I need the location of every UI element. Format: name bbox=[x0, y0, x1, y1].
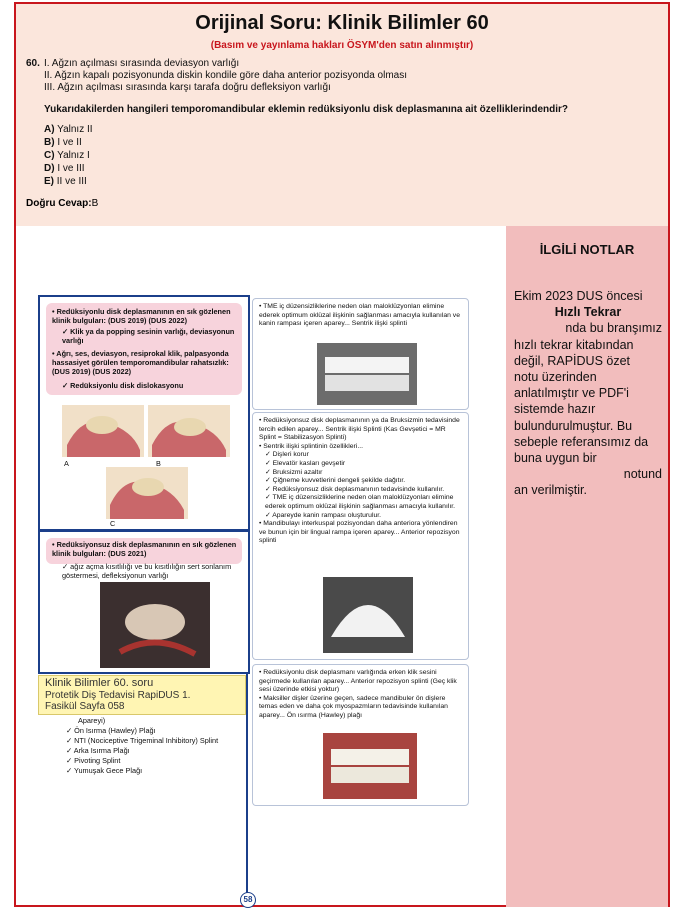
fig-label-b: B bbox=[156, 459, 161, 468]
splint-photo-1 bbox=[317, 343, 417, 405]
teeth-photo bbox=[323, 733, 417, 799]
question-area bbox=[16, 4, 668, 226]
book-bullet-1: • Redüksiyonlu disk deplasmanının en sık gözlenen klinik bulguları: (DUS 2019) (DUS 2022) bbox=[52, 307, 231, 326]
book-right-box-3 bbox=[252, 664, 469, 806]
question-item-1: I. Ağzın açılması sırasında deviasyon varlığı bbox=[44, 58, 240, 69]
question-number: 60. bbox=[26, 58, 40, 69]
options-list bbox=[44, 124, 93, 189]
book-right-text-1: • TME iç düzensizliklerine neden olan maloklüzyonları elimine ederek optimum oklüzal ilişkinin sağlanması amacıyla kullanılan ve kanin rampası içeren aparey... Sentrik ilişki splinti bbox=[259, 303, 460, 328]
book-box-reduksiyonsuz bbox=[38, 530, 250, 674]
option-c[interactable]: C) Yalnız I bbox=[44, 150, 90, 161]
question-item-3: III. Ağzın açılması sırasında karşı tarafa doğru defleksiyon varlığı bbox=[44, 82, 331, 93]
option-d[interactable]: D) I ve III bbox=[44, 163, 85, 174]
book-check-2: ✓ Redüksiyonlu disk dislokasyonu bbox=[62, 381, 184, 390]
option-b[interactable]: B) I ve II bbox=[44, 137, 82, 148]
book-right-box-1 bbox=[252, 298, 469, 410]
notes-title: İLGİLİ NOTLAR bbox=[539, 242, 635, 257]
question-item-2: II. Ağzın kapalı pozisyonunda diskin kondile göre daha anterior pozisyonda olması bbox=[44, 70, 408, 81]
notes-panel bbox=[506, 226, 668, 907]
book-bullet-3: • Redüksiyonsuz disk deplasmanının en sık gözlenen klinik bulguları: (DUS 2021) bbox=[52, 540, 237, 559]
book-right-text-3: • Redüksiyonlu disk deplasmanı varlığında erken klik sesini geçirmede kullanılan aparey... Anterior repozisyon splinti (Geç klik sesi üzerinde etkisi yoktur) • Maksiller dişler üzerine geçen, sadece mandibuler ön dişlere temas eden ve daha çok myospazmların tedavisinde kullanılan aparey... Ön ısırma (Hawley) plağı bbox=[259, 669, 457, 719]
book-bullet-2: • Ağrı, ses, deviasyon, resiprokal klik, palpasyonda hassasiyet görülen temporomandibular rahatsızlık: (DUS 2019) (DUS 2022) bbox=[52, 349, 229, 377]
reference-caption: Klinik Bilimler 60. soru Protetik Diş Tedavisi RapiDUS 1. Fasikül Sayfa 058 bbox=[38, 675, 246, 715]
book-check-3: ✓ ağız açma kısıtlılığı ve bu kısıtlılığın sert sonlanım göstermesi, defleksiyonun varlığı bbox=[62, 562, 232, 581]
page-title: Orijinal Soru: Klinik Bilimler 60 bbox=[195, 12, 489, 34]
xray-image bbox=[100, 582, 210, 668]
notes-text: Ekim 2023 DUS öncesi Hızlı Tekrar nda bu branşımız hızlı tekrar kitabından değil, RAPİDUS özet notu üzerinden anlatılmıştır ve PDF'i sistemde hazır bulundurulmuştur. Bu sebeple referansımız da buna uygun bir notund an verilmiştir. bbox=[514, 289, 662, 498]
question-stem: Yukarıdakilerden hangileri temporomandibular eklemin redüksiyonlu disk deplasmanına ait özelliklerindendir? bbox=[44, 104, 569, 115]
splint-list: Apareyi) ✓ Ön Isırma (Hawley) Plağı ✓ NTI (Nociceptive Trigeminal Inhibitory) Splint ✓ Arka Isırma Plağı ✓ Pivoting Splint ✓ Yumuşak Gece Plağı bbox=[66, 716, 219, 775]
correct-answer: Doğru Cevap:B bbox=[26, 198, 99, 209]
book-right-text-2: • Redüksiyonsuz disk deplasmanının ya da Bruksizmin tedavisinde tercih edilen aparey... Sentrik ilişki Splinti (Kas Gevşetici = MR Splint = Stabilizasyon Splinti) • Sentrik ilişki splintinin özellikleri... ✓ Dişleri korur ✓ Elevatör kasları gevşetir ✓ Bruksizmi azaltır ✓ Çiğneme kuvvetlerini dengeli şekilde dağıtır. ✓ Redüksiyonsuz disk deplasmanının tedavisinde kullanılır. ✓ TME iç düzensizliklerine neden olan maloklüzyonları elimine ederek optimum oklüzal ilişkinin sağlanması amacıyla kullanılır. ✓ Apareyde kanin rampası oluşturulur. • Mandibulayı interkuspal pozisyondan daha anteriora yönlendiren ve bunun için bir lingual rampa içeren aparey... Anterior repozisyon splinti bbox=[259, 417, 460, 545]
book-right-box-2 bbox=[252, 412, 469, 660]
option-a[interactable]: A) Yalnız II bbox=[44, 124, 93, 135]
book-box-reduksiyonlu bbox=[38, 295, 250, 531]
option-e[interactable]: E) II ve III bbox=[44, 176, 87, 187]
page-number: 58 bbox=[240, 892, 256, 908]
fig-label-c: C bbox=[110, 519, 116, 528]
tmj-diagram-image bbox=[62, 405, 232, 525]
copyright-note: (Basım ve yayınlama hakları ÖSYM'den satın alınmıştır) bbox=[210, 40, 474, 51]
book-check-1: ✓ Klik ya da popping sesinin varlığı, deviasyonun varlığı bbox=[62, 327, 235, 346]
splint-photo-2 bbox=[323, 577, 413, 653]
fig-label-a: A bbox=[64, 459, 69, 468]
